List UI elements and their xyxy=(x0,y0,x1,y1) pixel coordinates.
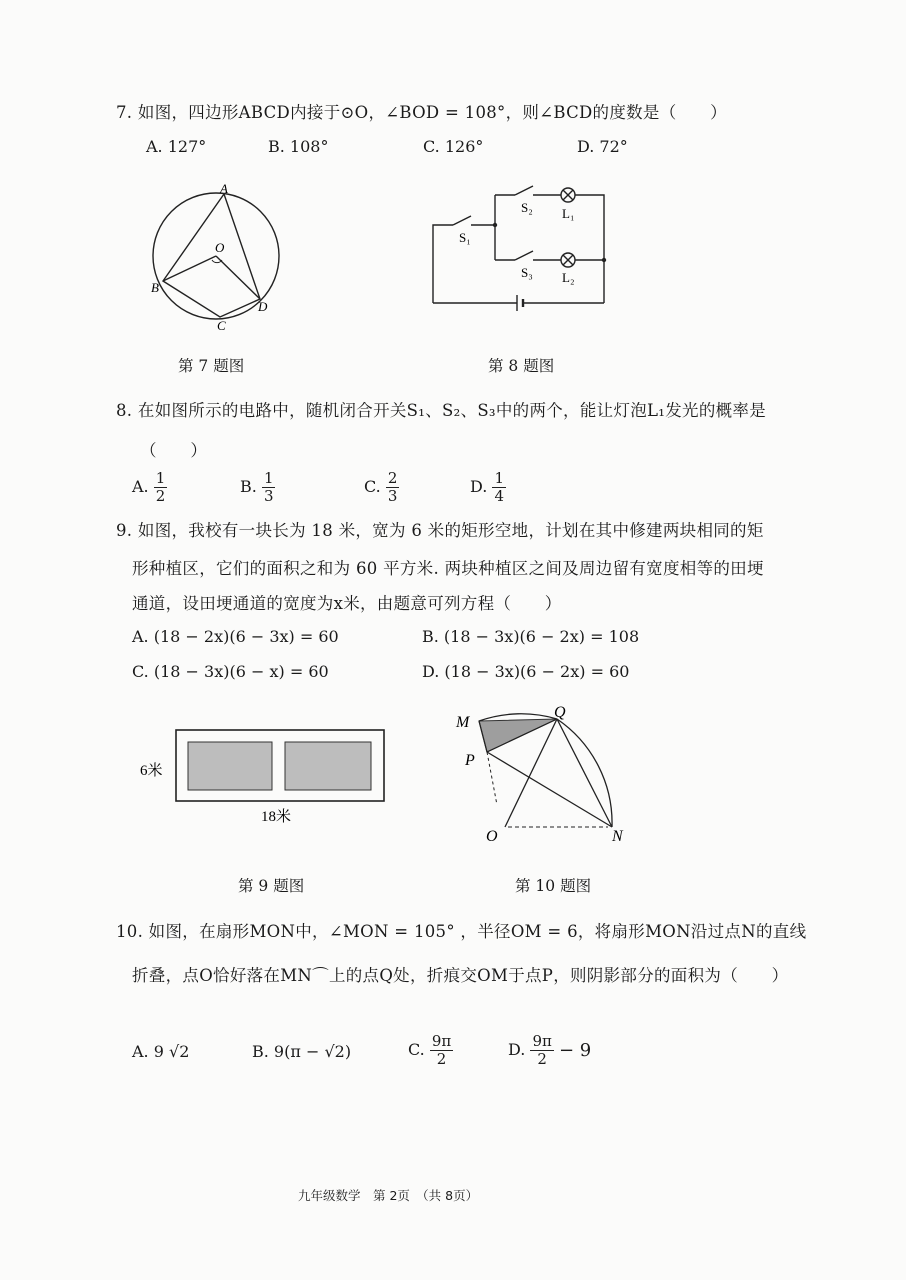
q8-option-d: D. $\frac{1}{4}$ xyxy=(470,469,504,505)
q10-stem-line1: 10. 如图，在扇形MON中，∠MON = 105° ，半径OM = 6，将扇形MON沿过点N的直线 xyxy=(116,922,807,941)
q9-label-length: 18米 xyxy=(261,809,292,825)
q7-label-o: O xyxy=(215,240,225,255)
q9-stem-line2: 形种植区，它们的面积之和为 60 平方米. 两块种植区之间及周边留有宽度相等的田埂 xyxy=(132,559,764,578)
q10-option-b: B. 9(π − √2) xyxy=(252,1042,352,1061)
q9-option-c: C. (18 − 3x)(6 − x) = 60 xyxy=(132,662,329,681)
q7-caption: 第 7 题图 xyxy=(178,357,245,375)
q7-label-d: D xyxy=(258,299,268,314)
q9-caption: 第 9 题图 xyxy=(238,877,305,895)
q10-label-p: P xyxy=(465,752,475,769)
q8-stem-line2: （ ） xyxy=(140,441,208,460)
q10-figure xyxy=(450,705,640,850)
q10-label-m: M xyxy=(456,714,470,731)
q10-option-a: A. 9 √2 xyxy=(132,1042,190,1061)
q7-label-a: A xyxy=(220,181,228,196)
q8-option-b: B. $\frac{1}{3}$ xyxy=(240,469,274,505)
q10-caption: 第 10 题图 xyxy=(515,877,592,895)
q10-stem-line2: 折叠，点O恰好落在MN⌒上的点Q处，折痕交OM于点P，则阴影部分的面积为（ ） xyxy=(132,966,789,985)
q8-label-s3: S₃ xyxy=(521,265,533,280)
q7-figure xyxy=(140,180,300,340)
q10-label-q: Q xyxy=(554,705,566,721)
q9-option-b: B. (18 − 3x)(6 − 2x) = 108 xyxy=(422,627,640,646)
q8-option-a: A. $\frac{1}{2}$ xyxy=(132,469,166,505)
q8-label-l2: L₂ xyxy=(562,270,575,285)
q7-option-c: C. 126° xyxy=(423,137,484,156)
q7-label-b: B xyxy=(151,280,159,295)
page-footer: 九年级数学 第 2页 （共 8页） xyxy=(298,1188,479,1203)
q9-label-width: 6米 xyxy=(140,763,163,779)
q8-circuit-figure xyxy=(425,180,615,315)
q10-option-c: C. $\frac{9\pi}{2}$ xyxy=(408,1032,452,1068)
q8-label-s1: S₁ xyxy=(459,230,471,245)
q10-label-n: N xyxy=(612,828,623,845)
q9-option-a: A. (18 − 2x)(6 − 3x) = 60 xyxy=(132,627,339,646)
q8-label-s2: S₂ xyxy=(521,200,533,215)
q9-figure xyxy=(135,725,395,830)
q9-option-d: D. (18 − 3x)(6 − 2x) = 60 xyxy=(422,662,630,681)
q7-option-a: A. 127° xyxy=(146,137,207,156)
q7-option-b: B. 108° xyxy=(268,137,329,156)
q10-label-o: O xyxy=(486,828,498,845)
q8-option-c: C. $\frac{2}{3}$ xyxy=(364,469,398,505)
q8-stem-line1: 8. 在如图所示的电路中，随机闭合开关S₁、S₂、S₃中的两个，能让灯泡L₁发光的概率是 xyxy=(116,401,767,420)
q9-stem-line1: 9. 如图，我校有一块长为 18 米，宽为 6 米的矩形空地，计划在其中修建两块相同的矩 xyxy=(116,521,764,540)
q7-stem: 7. 如图，四边形ABCD内接于⊙O，∠BOD = 108°，则∠BCD的度数是（ ） xyxy=(116,103,727,122)
q8-label-l1: L₁ xyxy=(562,206,575,221)
q8-caption: 第 8 题图 xyxy=(488,357,555,375)
q9-stem-line3: 通道，设田埂通道的宽度为x米，由题意可列方程（ ） xyxy=(132,594,562,613)
q10-option-d: D. $\frac{9\pi}{2}$ − 9 xyxy=(508,1032,592,1068)
q7-option-d: D. 72° xyxy=(577,137,628,156)
q7-label-c: C xyxy=(217,318,226,333)
